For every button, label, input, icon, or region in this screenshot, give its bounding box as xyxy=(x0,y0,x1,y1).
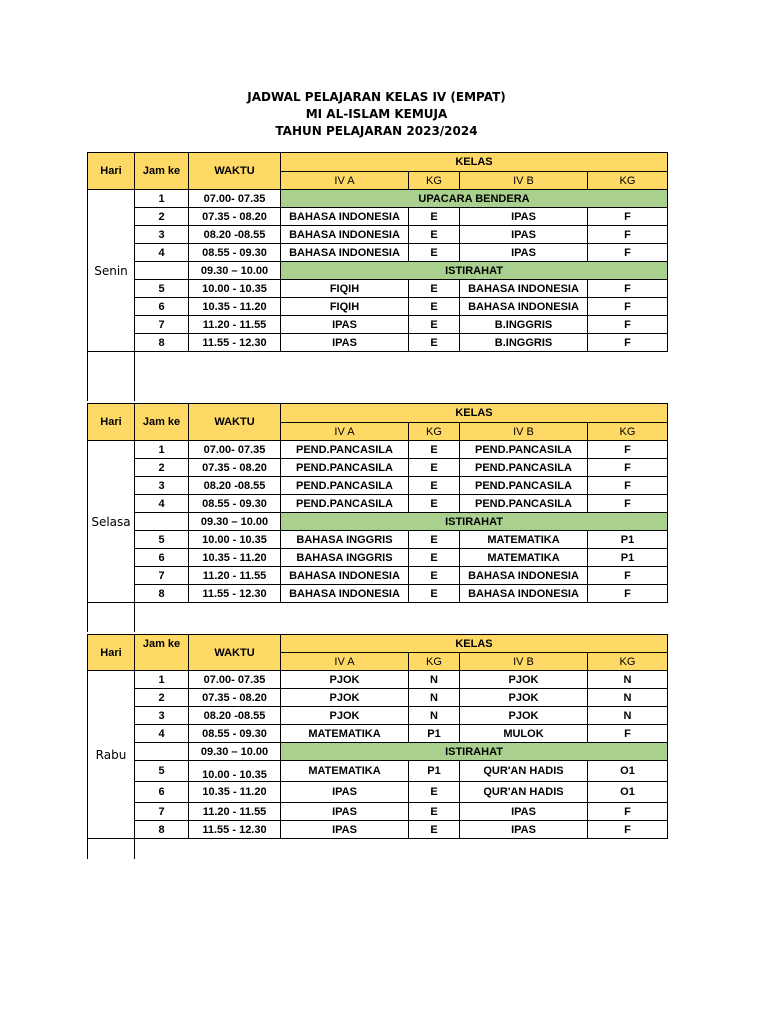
ivb-subject: PJOK xyxy=(460,671,588,689)
ivb-subject: MULOK xyxy=(460,725,588,743)
merged-cell: ISTIRAHAT xyxy=(281,513,668,531)
header-jam-ke: Jam ke xyxy=(135,635,189,671)
table-row xyxy=(88,334,668,352)
iva-subject: BAHASA INDONESIA xyxy=(281,208,409,226)
iva-kg: P1 xyxy=(409,725,460,743)
table-row xyxy=(88,226,668,244)
iva-kg: N xyxy=(409,707,460,725)
jam-ke-cell: 2 xyxy=(135,208,189,226)
waktu-cell: 07.00- 07.35 xyxy=(189,671,281,689)
title-line-3: TAHUN PELAJARAN 2023/2024 xyxy=(275,124,478,138)
jam-ke-cell: 7 xyxy=(135,567,189,585)
ivb-subject: IPAS xyxy=(460,208,588,226)
table-row xyxy=(88,298,668,316)
waktu-cell: 11.20 - 11.55 xyxy=(189,316,281,334)
waktu-cell: 07.35 - 08.20 xyxy=(189,459,281,477)
table-row xyxy=(88,513,668,531)
ivb-kg: F xyxy=(588,821,668,839)
table-row xyxy=(88,441,668,459)
iva-kg: N xyxy=(409,671,460,689)
ivb-subject: IPAS xyxy=(460,821,588,839)
header-jam-ke: Jam ke xyxy=(135,404,189,441)
ivb-kg: P1 xyxy=(588,549,668,567)
ivb-kg: F xyxy=(588,585,668,603)
ivb-subject: PEND.PANCASILA xyxy=(460,495,588,513)
jam-ke-cell: 5 xyxy=(135,531,189,549)
iva-subject: MATEMATIKA xyxy=(281,725,409,743)
ivb-subject: B.INGGRIS xyxy=(460,316,588,334)
iva-subject: PEND.PANCASILA xyxy=(281,477,409,495)
header-kelas: KELAS xyxy=(281,635,668,653)
iva-kg: N xyxy=(409,689,460,707)
iva-kg: E xyxy=(409,477,460,495)
table-row xyxy=(88,477,668,495)
iva-kg: E xyxy=(409,567,460,585)
table-row xyxy=(88,707,668,725)
ivb-subject: PJOK xyxy=(460,689,588,707)
header-hari: Hari xyxy=(88,404,135,441)
merged-cell: ISTIRAHAT xyxy=(281,262,668,280)
schedule-table-rabu xyxy=(87,634,668,859)
ivb-subject: MATEMATIKA xyxy=(460,549,588,567)
ivb-subject: IPAS xyxy=(460,244,588,262)
ivb-kg: N xyxy=(588,671,668,689)
ivb-kg: F xyxy=(588,316,668,334)
iva-kg: E xyxy=(409,208,460,226)
ivb-kg: F xyxy=(588,477,668,495)
iva-kg: E xyxy=(409,531,460,549)
jam-ke-cell xyxy=(135,513,189,531)
jam-ke-cell: 3 xyxy=(135,707,189,725)
jam-ke-cell: 2 xyxy=(135,689,189,707)
iva-subject: IPAS xyxy=(281,803,409,821)
jam-ke-cell: 2 xyxy=(135,459,189,477)
iva-kg: E xyxy=(409,226,460,244)
day-name: Selasa xyxy=(88,441,135,603)
ivb-kg: N xyxy=(588,707,668,725)
iva-subject: PEND.PANCASILA xyxy=(281,441,409,459)
iva-subject: IPAS xyxy=(281,821,409,839)
merged-cell: UPACARA BENDERA xyxy=(281,190,668,208)
iva-subject: IPAS xyxy=(281,782,409,803)
ivb-kg: N xyxy=(588,689,668,707)
iva-subject: PJOK xyxy=(281,707,409,725)
ivb-subject: BAHASA INDONESIA xyxy=(460,567,588,585)
jam-ke-cell: 4 xyxy=(135,495,189,513)
header-kg-b: KG xyxy=(588,653,668,671)
jam-ke-cell xyxy=(135,743,189,761)
ivb-kg: F xyxy=(588,280,668,298)
jam-ke-cell: 3 xyxy=(135,477,189,495)
header-kg-a: KG xyxy=(409,423,460,441)
iva-kg: E xyxy=(409,585,460,603)
iva-subject: PEND.PANCASILA xyxy=(281,459,409,477)
waktu-cell: 07.00- 07.35 xyxy=(189,441,281,459)
iva-subject: FIQIH xyxy=(281,298,409,316)
iva-kg: E xyxy=(409,495,460,513)
ivb-kg: F xyxy=(588,334,668,352)
jam-ke-cell: 5 xyxy=(135,280,189,298)
waktu-cell: 08.55 - 09.30 xyxy=(189,725,281,743)
iva-subject: BAHASA INGGRIS xyxy=(281,549,409,567)
waktu-cell: 11.55 - 12.30 xyxy=(189,821,281,839)
ivb-subject: QUR'AN HADIS xyxy=(460,782,588,803)
jam-ke-cell: 5 xyxy=(135,761,189,782)
table-row xyxy=(88,190,668,208)
iva-kg: E xyxy=(409,821,460,839)
ivb-subject: IPAS xyxy=(460,803,588,821)
ivb-kg: P1 xyxy=(588,531,668,549)
ivb-subject: QUR'AN HADIS xyxy=(460,761,588,782)
ivb-kg: F xyxy=(588,725,668,743)
header-row xyxy=(88,404,668,423)
ivb-subject: IPAS xyxy=(460,226,588,244)
spacer-row xyxy=(88,352,668,401)
iva-subject: BAHASA INDONESIA xyxy=(281,585,409,603)
ivb-subject: PEND.PANCASILA xyxy=(460,477,588,495)
header-hari: Hari xyxy=(88,153,135,190)
jam-ke-cell: 4 xyxy=(135,725,189,743)
waktu-cell: 11.55 - 12.30 xyxy=(189,585,281,603)
schedule-table-senin xyxy=(87,152,668,401)
schedule-table-selasa xyxy=(87,403,668,632)
ivb-subject: PJOK xyxy=(460,707,588,725)
header-waktu: WAKTU xyxy=(189,404,281,441)
title-line-1: JADWAL PELAJARAN KELAS IV (EMPAT) xyxy=(247,90,506,104)
ivb-kg: O1 xyxy=(588,761,668,782)
jam-ke-cell: 6 xyxy=(135,782,189,803)
iva-kg: E xyxy=(409,244,460,262)
ivb-kg: F xyxy=(588,208,668,226)
jam-ke-cell: 4 xyxy=(135,244,189,262)
table-row xyxy=(88,495,668,513)
iva-subject: BAHASA INDONESIA xyxy=(281,244,409,262)
header-waktu: WAKTU xyxy=(189,153,281,190)
day-name: Rabu xyxy=(88,671,135,839)
day-name: Senin xyxy=(88,190,135,352)
waktu-cell: 11.20 - 11.55 xyxy=(189,803,281,821)
iva-subject: PJOK xyxy=(281,689,409,707)
table-row xyxy=(88,567,668,585)
waktu-cell: 09.30 – 10.00 xyxy=(189,743,281,761)
header-hari: Hari xyxy=(88,635,135,671)
header-row xyxy=(88,153,668,172)
title-line-2: MI AL-ISLAM KEMUJA xyxy=(305,107,448,121)
iva-kg: E xyxy=(409,441,460,459)
waktu-cell: 09.30 – 10.00 xyxy=(189,262,281,280)
iva-subject: IPAS xyxy=(281,316,409,334)
jam-ke-cell: 8 xyxy=(135,334,189,352)
table-row xyxy=(88,549,668,567)
ivb-kg: F xyxy=(588,298,668,316)
ivb-kg: F xyxy=(588,459,668,477)
spacer-row xyxy=(88,839,668,859)
iva-subject: MATEMATIKA xyxy=(281,761,409,782)
header-iva: IV A xyxy=(281,653,409,671)
ivb-kg: F xyxy=(588,244,668,262)
iva-kg: E xyxy=(409,316,460,334)
jam-ke-cell: 3 xyxy=(135,226,189,244)
waktu-cell: 07.00- 07.35 xyxy=(189,190,281,208)
waktu-cell: 07.35 - 08.20 xyxy=(189,208,281,226)
ivb-subject: MATEMATIKA xyxy=(460,531,588,549)
iva-subject: BAHASA INDONESIA xyxy=(281,567,409,585)
table-row xyxy=(88,585,668,603)
table-row xyxy=(88,208,668,226)
spacer-row xyxy=(88,603,668,632)
ivb-subject: BAHASA INDONESIA xyxy=(460,280,588,298)
iva-kg: P1 xyxy=(409,761,460,782)
table-row xyxy=(88,725,668,743)
table-row xyxy=(88,244,668,262)
ivb-subject: BAHASA INDONESIA xyxy=(460,585,588,603)
header-kg-a: KG xyxy=(409,653,460,671)
header-row xyxy=(88,635,668,653)
table-row xyxy=(88,821,668,839)
document-title xyxy=(0,89,753,140)
table-row xyxy=(88,743,668,761)
iva-kg: E xyxy=(409,549,460,567)
jam-ke-cell: 7 xyxy=(135,803,189,821)
header-waktu: WAKTU xyxy=(189,635,281,671)
jam-ke-cell: 8 xyxy=(135,821,189,839)
waktu-cell: 10.35 - 11.20 xyxy=(189,298,281,316)
ivb-subject: BAHASA INDONESIA xyxy=(460,298,588,316)
ivb-kg: O1 xyxy=(588,782,668,803)
iva-kg: E xyxy=(409,280,460,298)
jam-ke-cell: 1 xyxy=(135,671,189,689)
ivb-kg: F xyxy=(588,441,668,459)
table-row xyxy=(88,531,668,549)
ivb-kg: F xyxy=(588,803,668,821)
header-ivb: IV B xyxy=(460,423,588,441)
ivb-subject: B.INGGRIS xyxy=(460,334,588,352)
header-iva: IV A xyxy=(281,172,409,190)
waktu-cell: 11.20 - 11.55 xyxy=(189,567,281,585)
jam-ke-cell: 6 xyxy=(135,549,189,567)
ivb-subject: PEND.PANCASILA xyxy=(460,459,588,477)
waktu-cell: 10.00 - 10.35 xyxy=(189,761,281,782)
table-row xyxy=(88,459,668,477)
iva-kg: E xyxy=(409,459,460,477)
table-row xyxy=(88,803,668,821)
iva-subject: IPAS xyxy=(281,334,409,352)
waktu-cell: 07.35 - 08.20 xyxy=(189,689,281,707)
table-row xyxy=(88,262,668,280)
header-kg-b: KG xyxy=(588,423,668,441)
ivb-subject: PEND.PANCASILA xyxy=(460,441,588,459)
table-row xyxy=(88,689,668,707)
header-kelas: KELAS xyxy=(281,404,668,423)
table-row xyxy=(88,316,668,334)
ivb-kg: F xyxy=(588,567,668,585)
waktu-cell: 10.00 - 10.35 xyxy=(189,280,281,298)
waktu-cell: 10.35 - 11.20 xyxy=(189,782,281,803)
waktu-cell: 08.20 -08.55 xyxy=(189,226,281,244)
iva-subject: FIQIH xyxy=(281,280,409,298)
iva-kg: E xyxy=(409,334,460,352)
iva-subject: BAHASA INDONESIA xyxy=(281,226,409,244)
header-ivb: IV B xyxy=(460,172,588,190)
merged-cell: ISTIRAHAT xyxy=(281,743,668,761)
iva-kg: E xyxy=(409,298,460,316)
table-row xyxy=(88,782,668,803)
waktu-cell: 08.20 -08.55 xyxy=(189,707,281,725)
header-ivb: IV B xyxy=(460,653,588,671)
jam-ke-cell: 8 xyxy=(135,585,189,603)
waktu-cell: 08.55 - 09.30 xyxy=(189,244,281,262)
jam-ke-cell: 6 xyxy=(135,298,189,316)
header-kg-b: KG xyxy=(588,172,668,190)
iva-subject: BAHASA INGGRIS xyxy=(281,531,409,549)
waktu-cell: 10.00 - 10.35 xyxy=(189,531,281,549)
iva-subject: PJOK xyxy=(281,671,409,689)
header-kelas: KELAS xyxy=(281,153,668,172)
header-jam-ke: Jam ke xyxy=(135,153,189,190)
iva-kg: E xyxy=(409,782,460,803)
jam-ke-cell: 1 xyxy=(135,190,189,208)
iva-kg: E xyxy=(409,803,460,821)
table-row xyxy=(88,280,668,298)
header-kg-a: KG xyxy=(409,172,460,190)
waktu-cell: 10.35 - 11.20 xyxy=(189,549,281,567)
header-iva: IV A xyxy=(281,423,409,441)
iva-subject: PEND.PANCASILA xyxy=(281,495,409,513)
jam-ke-cell: 1 xyxy=(135,441,189,459)
ivb-kg: F xyxy=(588,495,668,513)
jam-ke-cell: 7 xyxy=(135,316,189,334)
waktu-cell: 11.55 - 12.30 xyxy=(189,334,281,352)
table-row xyxy=(88,671,668,689)
ivb-kg: F xyxy=(588,226,668,244)
waktu-cell: 08.20 -08.55 xyxy=(189,477,281,495)
waktu-cell: 09.30 – 10.00 xyxy=(189,513,281,531)
waktu-cell: 08.55 - 09.30 xyxy=(189,495,281,513)
table-row xyxy=(88,761,668,782)
jam-ke-cell xyxy=(135,262,189,280)
